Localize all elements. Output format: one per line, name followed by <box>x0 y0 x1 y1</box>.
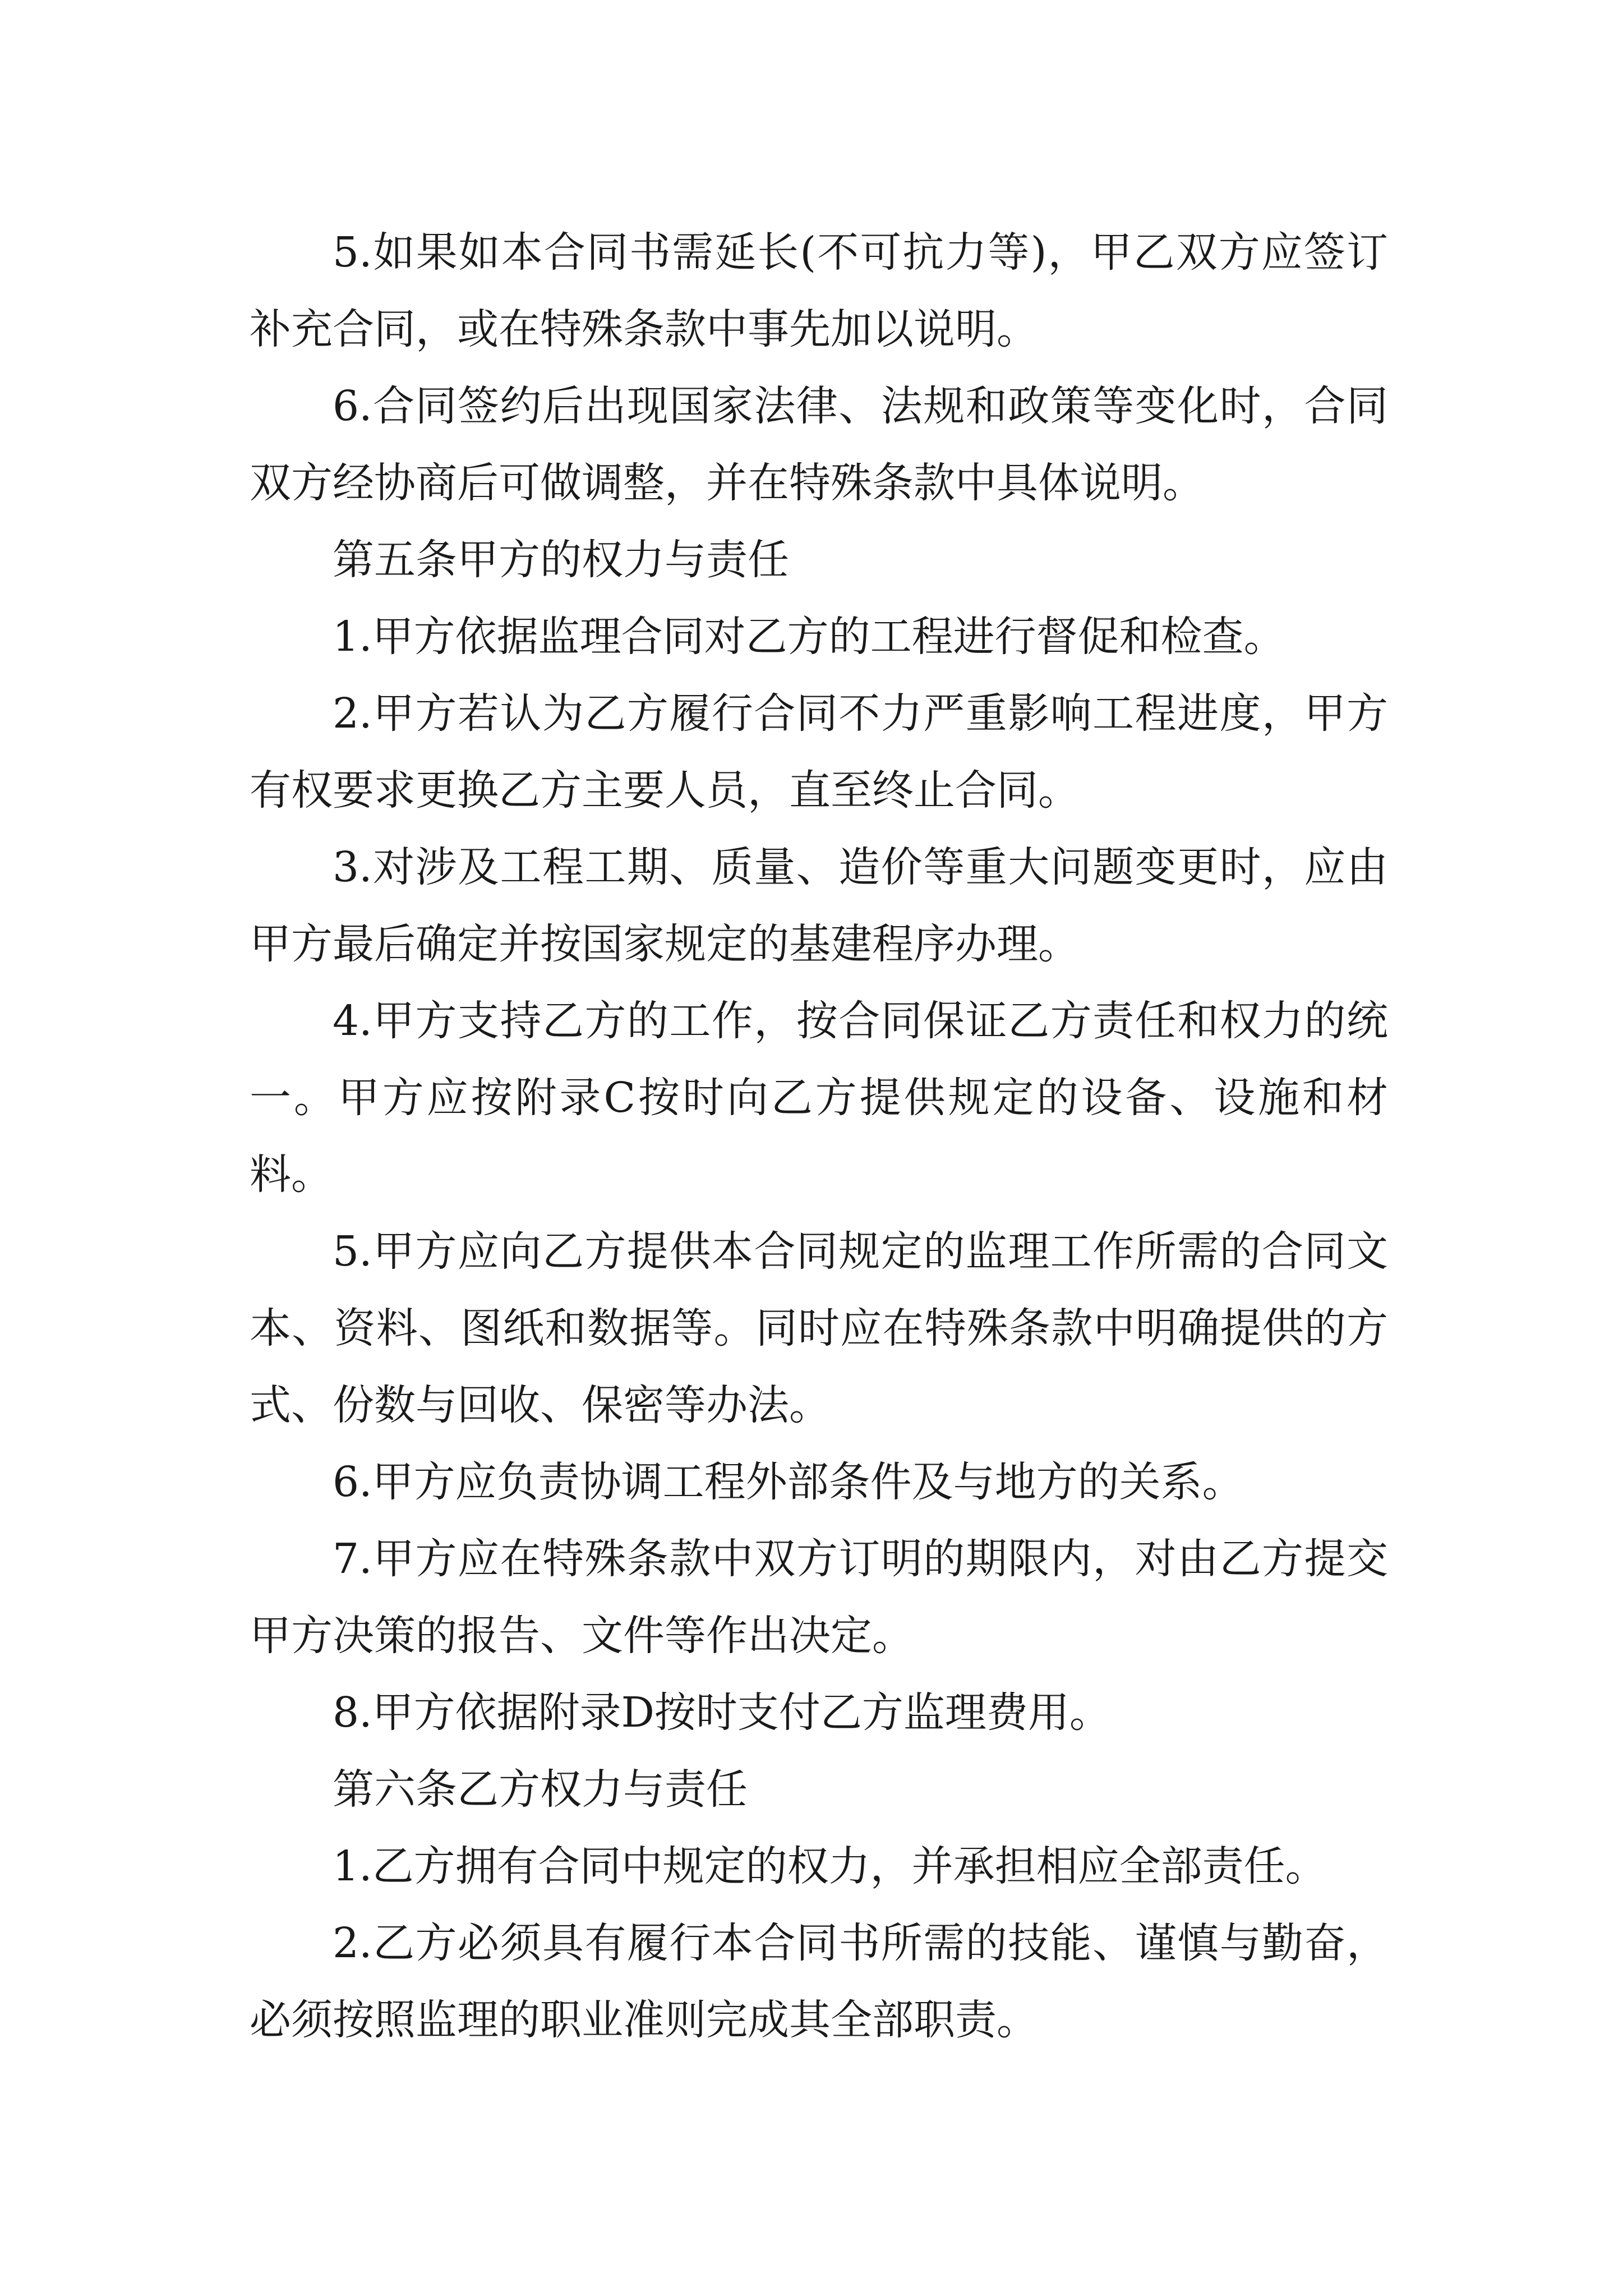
clause-paragraph: 1.乙方拥有合同中规定的权力，并承担相应全部责任。 <box>333 1842 1327 1890</box>
clause-paragraph: 1.甲方依据监理合同对乙方的工程进行督促和检查。 <box>333 613 1285 661</box>
clause-paragraph: 4.甲方支持乙方的工作，按合同保证乙方责任和权力的统一。甲方应按附录C按时向乙方提供规定的设备、设施和材料。 <box>250 997 1388 1199</box>
clause-paragraph: 7.甲方应在特殊条款中双方订明的期限内，对由乙方提交甲方决策的报告、文件等作出决定。 <box>250 1535 1388 1660</box>
clause-paragraph: 3.对涉及工程工期、质量、造价等重大问题变更时，应由甲方最后确定并按国家规定的基建程序办理。 <box>250 843 1388 968</box>
clause-paragraph: 2.甲方若认为乙方履行合同不力严重影响工程进度，甲方有权要求更换乙方主要人员，直至终止合同。 <box>250 689 1388 815</box>
document-body <box>250 214 1388 2059</box>
clause-paragraph: 5.甲方应向乙方提供本合同规定的监理工作所需的合同文本、资料、图纸和数据等。同时应在特殊条款中明确提供的方式、份数与回收、保密等办法。 <box>250 1227 1388 1429</box>
clause-paragraph: 8.甲方依据附录D按时支付乙方监理费用。 <box>333 1688 1111 1737</box>
clause-paragraph: 6.甲方应负责协调工程外部条件及与地方的关系。 <box>333 1458 1244 1506</box>
article-heading: 第六条乙方权力与责任 <box>333 1765 748 1814</box>
article-heading: 第五条甲方的权力与责任 <box>333 536 789 584</box>
clause-paragraph: 5.如果如本合同书需延长(不可抗力等)，甲乙双方应签订补充合同，或在特殊条款中事先加以说明。 <box>250 228 1388 353</box>
clause-paragraph: 6.合同签约后出现国家法律、法规和政策等变化时，合同双方经协商后可做调整，并在特殊条款中具体说明。 <box>250 382 1388 507</box>
clause-paragraph: 2.乙方必须具有履行本合同书所需的技能、谨慎与勤奋，必须按照监理的职业准则完成其全部职责。 <box>250 1919 1388 2044</box>
